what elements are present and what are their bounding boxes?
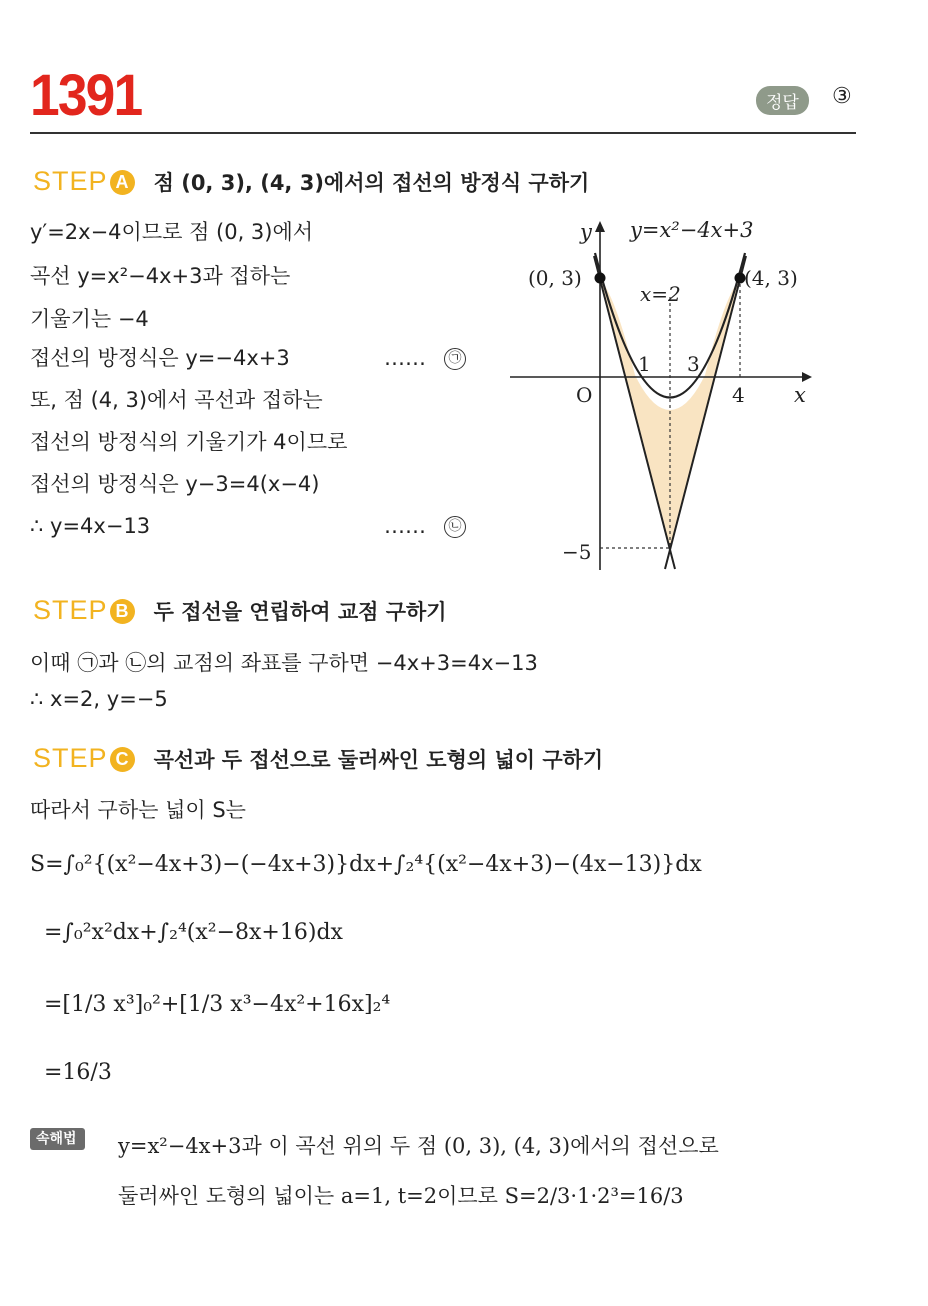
x-axis-label: x (794, 383, 806, 407)
answer-value: ③ (832, 84, 852, 109)
step-b-line-2: ∴ x=2, y=−5 (30, 687, 168, 711)
step-c-eq-2: =∫₀²x²dx+∫₂⁴(x²−8x+16)dx (44, 920, 343, 945)
mark-giyeok: ㉠ (444, 348, 466, 370)
tip-block (30, 1128, 85, 1148)
point-0-3 (595, 273, 606, 284)
step-b-title: 두 접선을 연립하여 교점 구하기 (153, 600, 447, 624)
tick-1: 1 (638, 352, 651, 376)
step-a-line-7: 접선의 방정식은 y−3=4(x−4) (30, 472, 320, 496)
tick-neg5: −5 (562, 540, 592, 564)
step-c-eq-1: S=∫₀²{(x²−4x+3)−(−4x+3)}dx+∫₂⁴{(x²−4x+3)−(4x−13)}dx (30, 852, 702, 877)
step-a-line-8: ∴ y=4x−13 (30, 514, 151, 538)
y-axis-label: y (580, 220, 592, 244)
step-a-heading (33, 166, 589, 197)
x-eq-label: x=2 (640, 282, 681, 306)
step-b-label: STEP (33, 595, 108, 625)
tangent-graph (500, 205, 820, 580)
step-a-line-1: y′=2x−4이므로 점 (0, 3)에서 (30, 220, 314, 244)
header-divider (30, 132, 856, 134)
step-b-heading (33, 595, 447, 626)
point-right-label: (4, 3) (744, 266, 798, 290)
curve-label: y=x²−4x+3 (630, 218, 754, 242)
step-c-eq-4: =16/3 (44, 1060, 112, 1085)
step-c-label: STEP (33, 743, 108, 773)
step-b-line-1: 이때 ㉠과 ㉡의 교점의 좌표를 구하면 −4x+3=4x−13 (30, 651, 538, 675)
step-c-heading (33, 743, 603, 774)
step-c-eq-3: =[1/3 x³]₀²+[1/3 x³−4x²+16x]₂⁴ (44, 992, 391, 1017)
step-c-title: 곡선과 두 접선으로 둘러싸인 도형의 넓이 구하기 (153, 748, 604, 772)
tick-4: 4 (732, 383, 745, 407)
tip-badge: 속해법 (30, 1128, 85, 1150)
origin-label: O (576, 383, 593, 407)
y-axis-arrow (595, 221, 605, 232)
step-a-line-3: 기울기는 −4 (30, 307, 149, 331)
step-a-letter: A (110, 170, 135, 195)
step-c-intro: 따라서 구하는 넓이 S는 (30, 798, 246, 822)
tick-3: 3 (687, 352, 700, 376)
x-axis-arrow (802, 372, 812, 382)
step-a-line-4: 접선의 방정식은 y=−4x+3 (30, 346, 290, 370)
step-a-line-5: 또, 점 (4, 3)에서 곡선과 접하는 (30, 388, 323, 412)
mark-nieun: ㉡ (444, 516, 466, 538)
answer-badge: 정답 (756, 86, 809, 115)
tip-line-1: y=x²−4x+3과 이 곡선 위의 두 점 (0, 3), (4, 3)에서의 접선으로 (118, 1134, 719, 1158)
step-a-line-6: 접선의 방정식의 기울기가 4이므로 (30, 430, 348, 454)
point-left-label: (0, 3) (528, 266, 582, 290)
step-a-line-2: 곡선 y=x²−4x+3과 접하는 (30, 264, 291, 288)
step-a-dots-2: …… (384, 514, 426, 538)
tip-line-2: 둘러싸인 도형의 넓이는 a=1, t=2이므로 S=2/3·1·2³=16/3 (118, 1184, 684, 1208)
step-b-letter: B (110, 599, 135, 624)
step-a-dots-1: …… (384, 346, 426, 370)
step-a-label: STEP (33, 166, 108, 196)
step-c-letter: C (110, 747, 135, 772)
step-a-title: 점 (0, 3), (4, 3)에서의 접선의 방정식 구하기 (153, 171, 590, 195)
problem-number: 1391 (30, 63, 142, 128)
